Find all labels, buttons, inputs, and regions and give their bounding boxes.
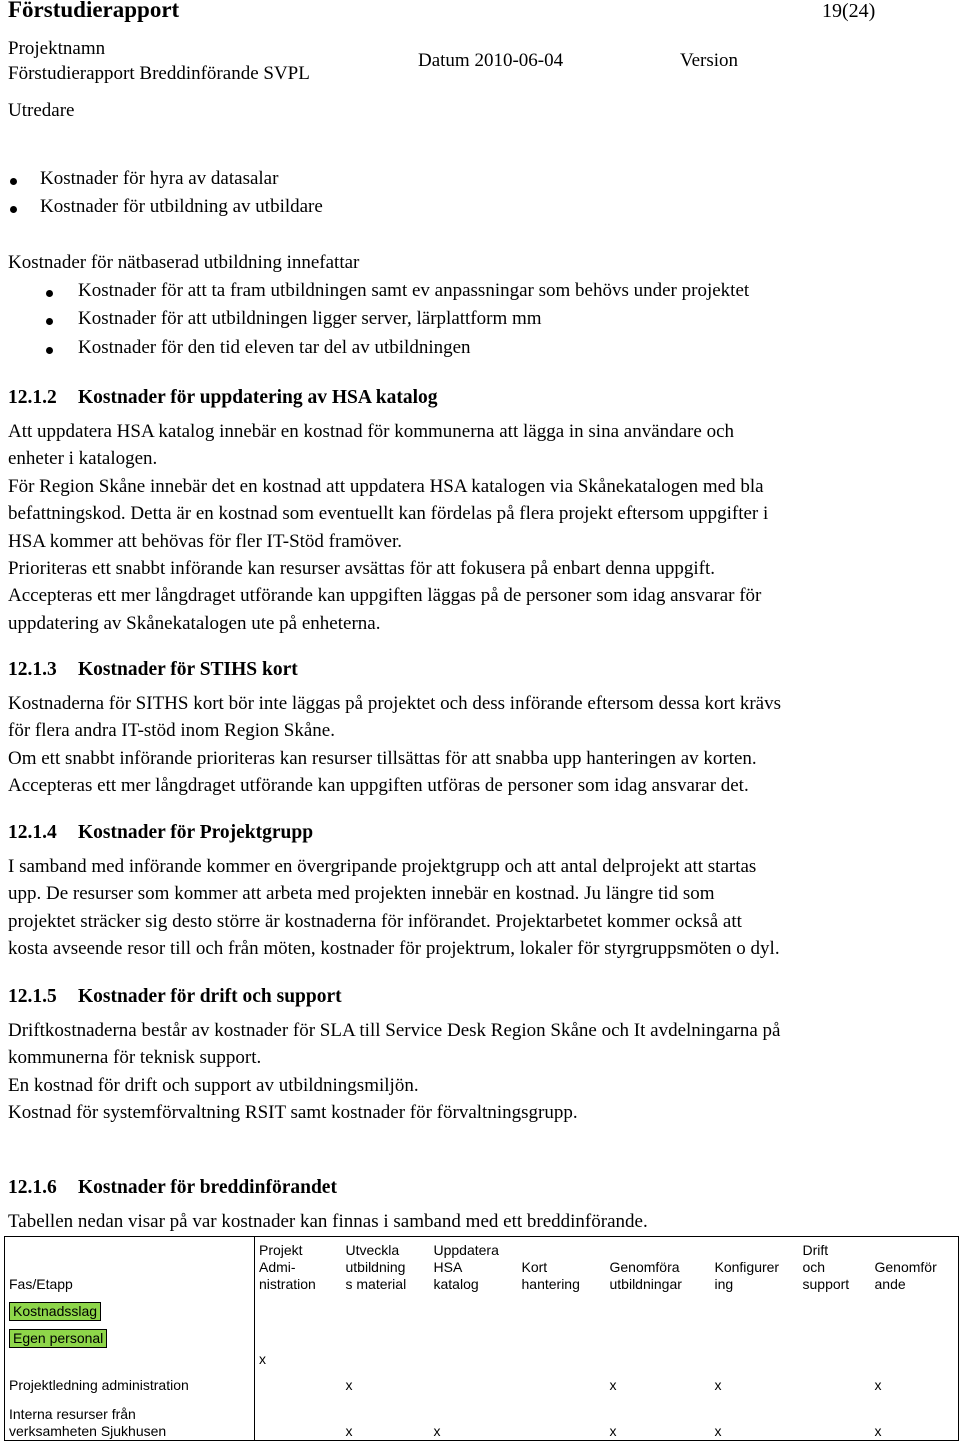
group-label: Egen personal: [9, 1329, 107, 1348]
section-heading-12-1-6: [8, 1177, 337, 1199]
body-line: Prioriteras ett snabbt införande kan resurser avsättas för att fokusera på enbart denna uppgift.: [8, 558, 715, 580]
row-label: Interna resurser från verksamheten Sjukhusen: [5, 1394, 255, 1440]
category-label: Kostnadsslag: [9, 1302, 101, 1321]
column-header: Utveckla utbildning s material: [342, 1237, 430, 1294]
mark-cell: x: [871, 1348, 959, 1394]
list-item: Kostnader för den tid eleven tar del av utbildningen: [78, 337, 471, 358]
mark-cell: [518, 1348, 606, 1394]
column-header: Genomföra utbildningar: [606, 1237, 711, 1294]
table-row: [5, 1348, 959, 1394]
section-title: Kostnader för uppdatering av HSA katalog: [78, 387, 438, 408]
section-title: Kostnader för Projektgrupp: [78, 822, 314, 843]
body-line: för flera andra IT-stöd inom Region Skåne.: [8, 720, 335, 742]
body-line: I samband med införande kommer en övergripande projektgrupp och att antal delprojekt att startas: [8, 856, 757, 877]
row-label: Projektledning administration: [5, 1348, 255, 1394]
table-header-row: [5, 1237, 959, 1294]
body-line: projektet sträcker sig desto större är kostnaderna för införandet. Projektarbetet kommer också att: [8, 910, 742, 932]
bullet-icon: [46, 290, 53, 297]
body-line: Accepteras ett mer långdraget utförande kan uppgiften läggas på de personer som idag ansvarar för: [8, 585, 762, 607]
mark-cell: [799, 1394, 871, 1440]
mark-cell: x: [342, 1394, 430, 1440]
body-line: uppdatering av Skånekatalogen ute på enheterna.: [8, 612, 381, 634]
mark-cell: [518, 1394, 606, 1440]
cost-table: [4, 1236, 959, 1441]
bullet-icon: [10, 178, 17, 185]
list-item: Kostnader för att utbildningen ligger server, lärplattform mm: [78, 308, 542, 329]
project-name: Förstudierapport Breddinförande SVPL: [8, 63, 310, 84]
mark-cell: x: [345, 1377, 353, 1393]
section-body-12-1-4: [8, 853, 958, 963]
section-number: 12.1.3: [8, 659, 57, 680]
section-heading-12-1-5: [8, 986, 342, 1008]
table-row: [5, 1321, 959, 1348]
mark-cell: x: [711, 1394, 799, 1440]
column-header: Kort hantering: [518, 1237, 606, 1294]
bullet-icon: [46, 318, 53, 325]
mark-cell: [255, 1394, 342, 1440]
section-body-12-1-5: [8, 1017, 958, 1127]
column-header: Genomför ande: [871, 1237, 959, 1294]
section-title: Kostnader för breddinförandet: [78, 1177, 337, 1198]
column-header: Uppdatera HSA katalog: [430, 1237, 518, 1294]
version-label: Version: [680, 50, 739, 71]
body-line: Driftkostnaderna består av kostnader för SLA till Service Desk Region Skåne och It avdelningarna på: [8, 1020, 781, 1041]
online-training-intro: Kostnader för nätbaserad utbildning innefattar: [8, 252, 360, 273]
section-number: 12.1.4: [8, 822, 57, 843]
body-line: För Region Skåne innebär det en kostnad att uppdatera HSA katalogen via Skånekatalogen med bla: [8, 475, 764, 497]
section-title: Kostnader för STIHS kort: [78, 659, 298, 680]
bullet-icon: [10, 206, 17, 213]
mark-cell: x: [606, 1394, 711, 1440]
section-body-12-1-2: [8, 418, 958, 637]
body-line: HSA kommer att behövas för fler IT-Stöd framöver.: [8, 530, 402, 552]
body-line: befattningskod. Detta är en kostnad som eventuellt kan fördelas på flera projekt eftersom uppgifter i: [8, 503, 769, 525]
mark-cell: x: [430, 1394, 518, 1440]
section-heading-12-1-4: [8, 822, 313, 844]
body-line: upp. De resurser som kommer att arbeta med projekten innebär en kostnad. Ju längre tid som: [8, 883, 715, 905]
project-label: Projektnamn: [8, 38, 106, 59]
body-line: Kostnad för systemförvaltning RSIT samt kostnader för förvaltningsgrupp.: [8, 1102, 578, 1124]
column-header: Drift och support: [799, 1237, 871, 1294]
list-item: Kostnader för hyra av datasalar: [40, 168, 279, 189]
section-number: 12.1.5: [8, 986, 57, 1007]
body-line: Att uppdatera HSA katalog innebär en kostnad för kommunerna att lägga in sina användare och: [8, 421, 734, 442]
bullet-icon: [46, 347, 53, 354]
section-title: Kostnader för drift och support: [78, 986, 342, 1007]
page-number: 19(24): [822, 0, 876, 22]
author-label: Utredare: [8, 100, 75, 121]
body-line: enheter i katalogen.: [8, 448, 158, 470]
group-cell: [5, 1321, 255, 1348]
table-row: [5, 1293, 959, 1321]
mark-cell: x: [871, 1394, 959, 1440]
table-row: [5, 1394, 959, 1440]
body-line: Om ett snabbt införande prioriteras kan resurser tillsättas för att snabba upp hanteringen av korten.: [8, 747, 757, 769]
section-number: 12.1.6: [8, 1177, 57, 1198]
mark-cell: x: [609, 1377, 617, 1393]
body-line: kosta avseende resor till och från möten, kostnader för projektrum, lokaler för styrgruppsmöten o dyl.: [8, 938, 780, 960]
section-body-12-1-6: [8, 1208, 958, 1235]
section-body-12-1-3: [8, 690, 958, 800]
column-header: Projekt Admi- nistration: [255, 1237, 342, 1294]
section-heading-12-1-3: [8, 659, 298, 681]
corner-label: Fas/Etapp: [5, 1237, 255, 1294]
mark-cell: x: [714, 1377, 722, 1393]
body-line: Tabellen nedan visar på var kostnader kan finnas i samband med ett breddinförande.: [8, 1211, 648, 1232]
section-heading-12-1-2: [8, 387, 438, 409]
document-title: Förstudierapport: [8, 0, 180, 22]
list-item: Kostnader för att ta fram utbildningen samt ev anpassningar som behövs under projektet: [78, 280, 750, 301]
category-cell: [5, 1293, 255, 1321]
section-number: 12.1.2: [8, 387, 57, 408]
list-item: Kostnader för utbildning av utbildare: [40, 196, 323, 217]
column-header: Konfigurer ing: [711, 1237, 799, 1294]
body-line: Kostnaderna för SITHS kort bör inte läggas på projektet och dess införande eftersom dessa kort krävs: [8, 693, 781, 714]
body-line: Accepteras ett mer långdraget utförande kan uppgiften utföras de personer som idag ansvarar det.: [8, 775, 749, 797]
mark-cell: x: [259, 1351, 266, 1367]
body-line: kommunerna för teknisk support.: [8, 1047, 262, 1069]
date-label: Datum 2010-06-04: [418, 50, 564, 71]
mark-cell: [430, 1348, 518, 1394]
mark-cell: [799, 1348, 871, 1394]
body-line: En kostnad för drift och support av utbildningsmiljön.: [8, 1074, 419, 1096]
